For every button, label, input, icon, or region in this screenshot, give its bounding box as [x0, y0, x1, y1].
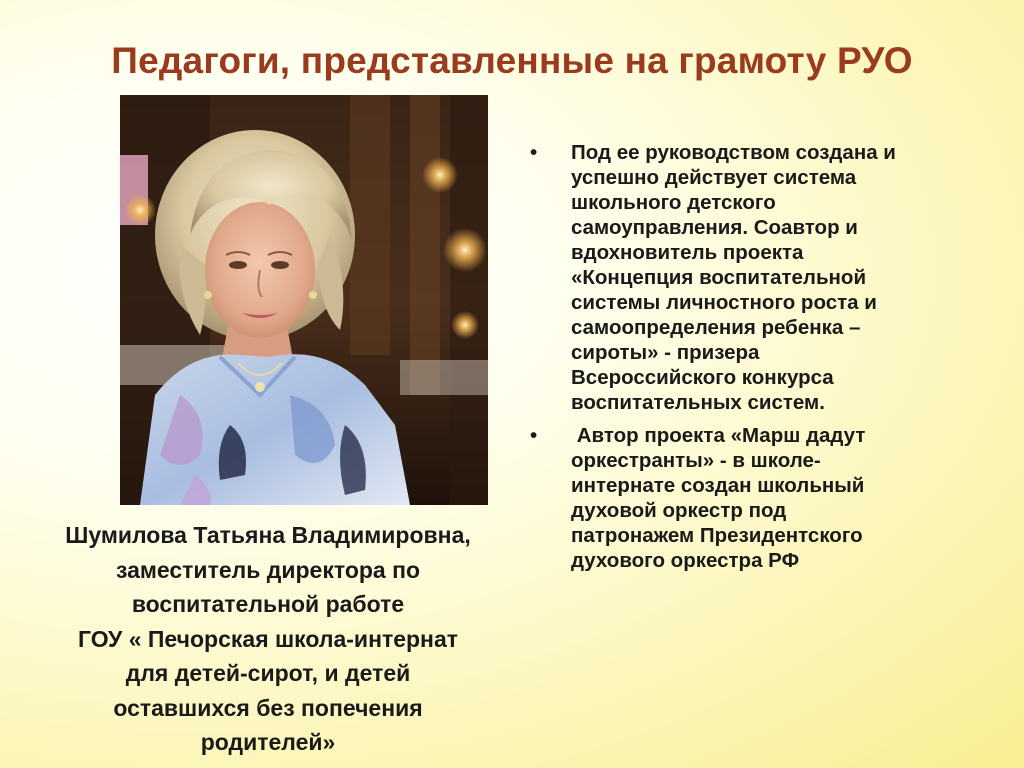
bullet-item [530, 140, 1000, 415]
bullet-line: Автор проекта «Марш дадут [571, 424, 866, 447]
bullet-line: воспитательных систем. [571, 391, 825, 414]
bullet-line: духовой оркестр под [571, 499, 787, 522]
bullet-line: успешно действует система [571, 166, 857, 189]
caption-line: воспитательной работе [131, 591, 405, 617]
bullet-line: «Концепция воспитательной [571, 266, 867, 289]
bullet-line: системы личностного роста и [571, 291, 877, 314]
portrait-photo-image [120, 95, 488, 505]
teacher-caption [12, 518, 524, 760]
bullet-marker: • [530, 141, 538, 164]
bullet-line: интернате создан школьный [571, 474, 865, 497]
bullet-line: школьного детского [571, 191, 776, 214]
slide-title: Педагоги, представленные на грамоту РУО [111, 40, 913, 81]
portrait-photo [120, 95, 488, 505]
caption-line: родителей» [200, 729, 336, 755]
caption-line: Шумилова Татьяна Владимировна, [65, 522, 471, 548]
bullet-line: духового оркестра РФ [571, 549, 800, 572]
bullet-line: самоуправления. Соавтор и [571, 216, 858, 239]
caption-line: оставшихся без попечения [113, 694, 423, 721]
bullet-line: оркестранты» - в школе- [571, 449, 821, 472]
bullet-line: самоопределения ребенка – [571, 316, 861, 339]
caption-line: заместитель директора по [115, 556, 421, 583]
bullet-line: Под ее руководством создана и [571, 141, 896, 164]
bullet-line: вдохновитель проекта [571, 241, 804, 264]
caption-line: для детей-сирот, и детей [125, 660, 411, 686]
bullet-line: патронажем Президентского [571, 524, 863, 547]
caption-line: ГОУ « Печорская школа-интернат [77, 625, 459, 652]
bullet-list [530, 140, 1000, 581]
bullet-marker: • [530, 424, 538, 447]
bullet-line: сироты» - призера [571, 341, 760, 364]
bullet-item [530, 423, 1000, 573]
bullet-line: Всероссийского конкурса [571, 366, 834, 389]
